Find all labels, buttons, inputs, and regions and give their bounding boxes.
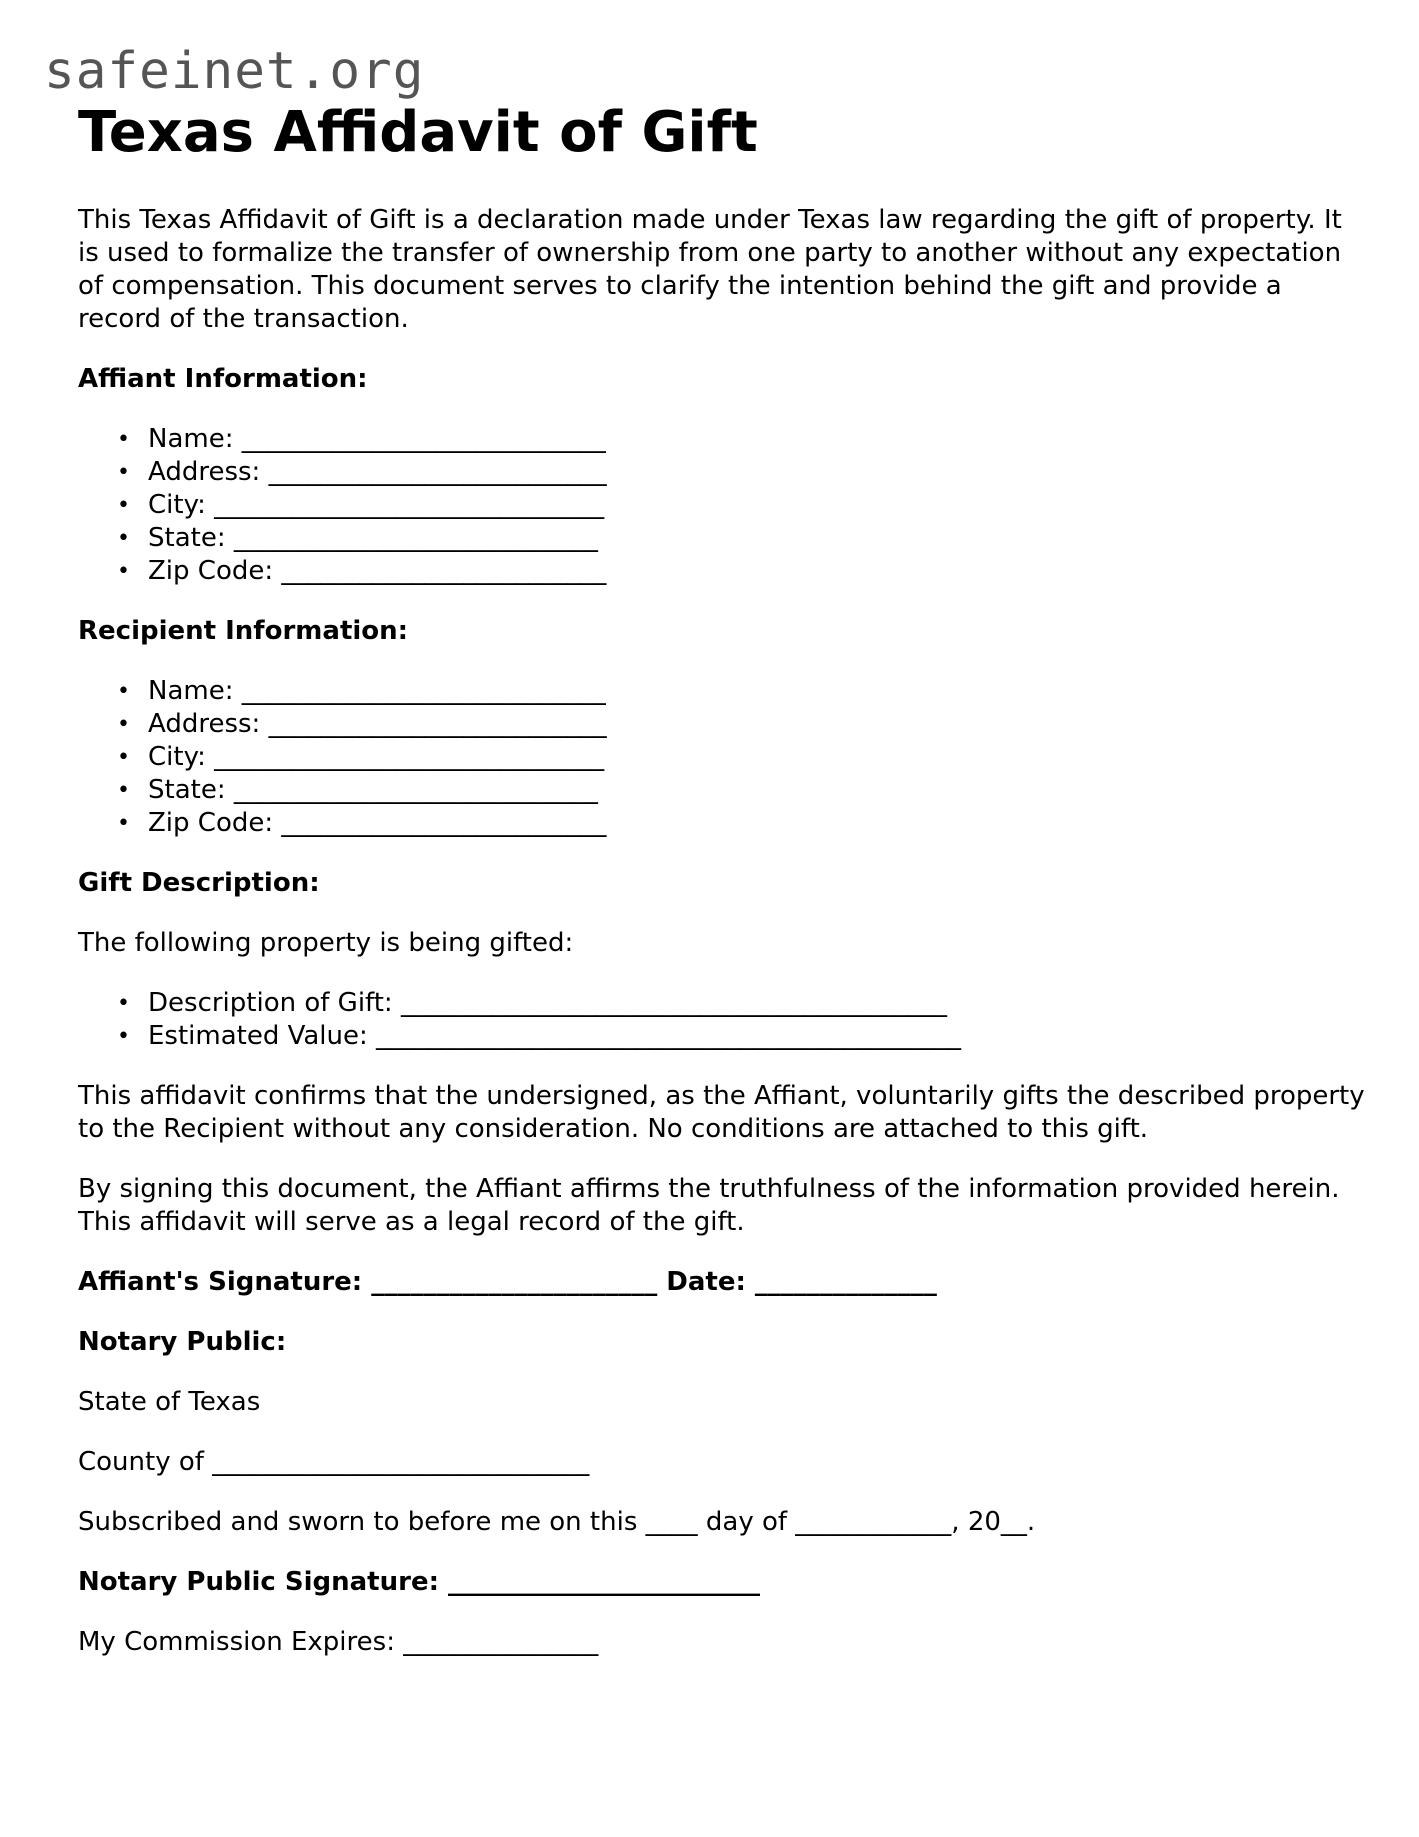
affiant-field-list: [78, 423, 1378, 588]
notary-state-text: State of Texas: [78, 1387, 261, 1417]
affiant-signature-line: Affiant's Signature: ______________________ Date: ______________: [78, 1267, 937, 1297]
notary-commission-line: My Commission Expires: _______________: [78, 1627, 599, 1657]
bullet-icon: •: [117, 460, 130, 485]
bullet-icon: •: [117, 1024, 130, 1049]
recipient-zip-field: • Zip Code: _________________________: [117, 808, 607, 838]
recipient-state-field: • State: ____________________________: [117, 775, 598, 805]
affirmation-paragraph: By signing this document, the Affiant affirms the truthfulness of the information provided herein. This affidavit will serve as a legal record of the gift.: [78, 1174, 1340, 1237]
gift-value-field: • Estimated Value: _____________________________________________: [117, 1021, 962, 1051]
notary-county-line: County of _____________________________: [78, 1447, 590, 1477]
confirmation-paragraph: This affidavit confirms that the undersigned, as the Affiant, voluntarily gifts the described property to the Recipient without any consideration. No conditions are attached to this gift.: [78, 1081, 1365, 1144]
recipient-field-list: [78, 675, 1378, 840]
affiant-information-heading: Affiant Information:: [78, 364, 368, 394]
gift-description-field: • Description of Gift: __________________________________________: [117, 988, 947, 1018]
document-title: Texas Affidavit of Gift: [78, 100, 758, 165]
bullet-icon: •: [117, 679, 130, 704]
notary-sworn-line: Subscribed and sworn to before me on this ____ day of ____________, 20__.: [78, 1507, 1036, 1537]
recipient-name-field: • Name: ____________________________: [117, 676, 606, 706]
bullet-icon: •: [117, 991, 130, 1016]
bullet-icon: •: [117, 745, 130, 770]
notary-signature-line: Notary Public Signature: ________________________: [78, 1567, 761, 1597]
bullet-icon: •: [117, 493, 130, 518]
notary-public-heading: Notary Public:: [78, 1327, 287, 1357]
bullet-icon: •: [117, 811, 130, 836]
affiant-address-field: • Address: __________________________: [117, 457, 607, 487]
bullet-icon: •: [117, 712, 130, 737]
gift-description-heading: Gift Description:: [78, 868, 320, 898]
recipient-address-field: • Address: __________________________: [117, 709, 607, 739]
affiant-zip-field: • Zip Code: _________________________: [117, 556, 607, 586]
affiant-name-field: • Name: ____________________________: [117, 424, 606, 454]
affiant-state-field: • State: ____________________________: [117, 523, 598, 553]
intro-paragraph: This Texas Affidavit of Gift is a declaration made under Texas law regarding the gift of property. It is used to formalize the transfer of ownership from one party to another without any expectation of compensation. This document serves to clarify the intention behind the gift and provide a record of the transaction.: [78, 205, 1342, 334]
recipient-city-field: • City: ______________________________: [117, 742, 605, 772]
recipient-information-heading: Recipient Information:: [78, 616, 409, 646]
affidavit-document: [78, 98, 1378, 1659]
bullet-icon: •: [117, 427, 130, 452]
gift-field-list: [78, 987, 1378, 1053]
watermark-text: safeinet.org: [44, 42, 425, 101]
bullet-icon: •: [117, 526, 130, 551]
bullet-icon: •: [117, 559, 130, 584]
affiant-city-field: • City: ______________________________: [117, 490, 605, 520]
gift-lead-text: The following property is being gifted:: [78, 928, 574, 958]
bullet-icon: •: [117, 778, 130, 803]
